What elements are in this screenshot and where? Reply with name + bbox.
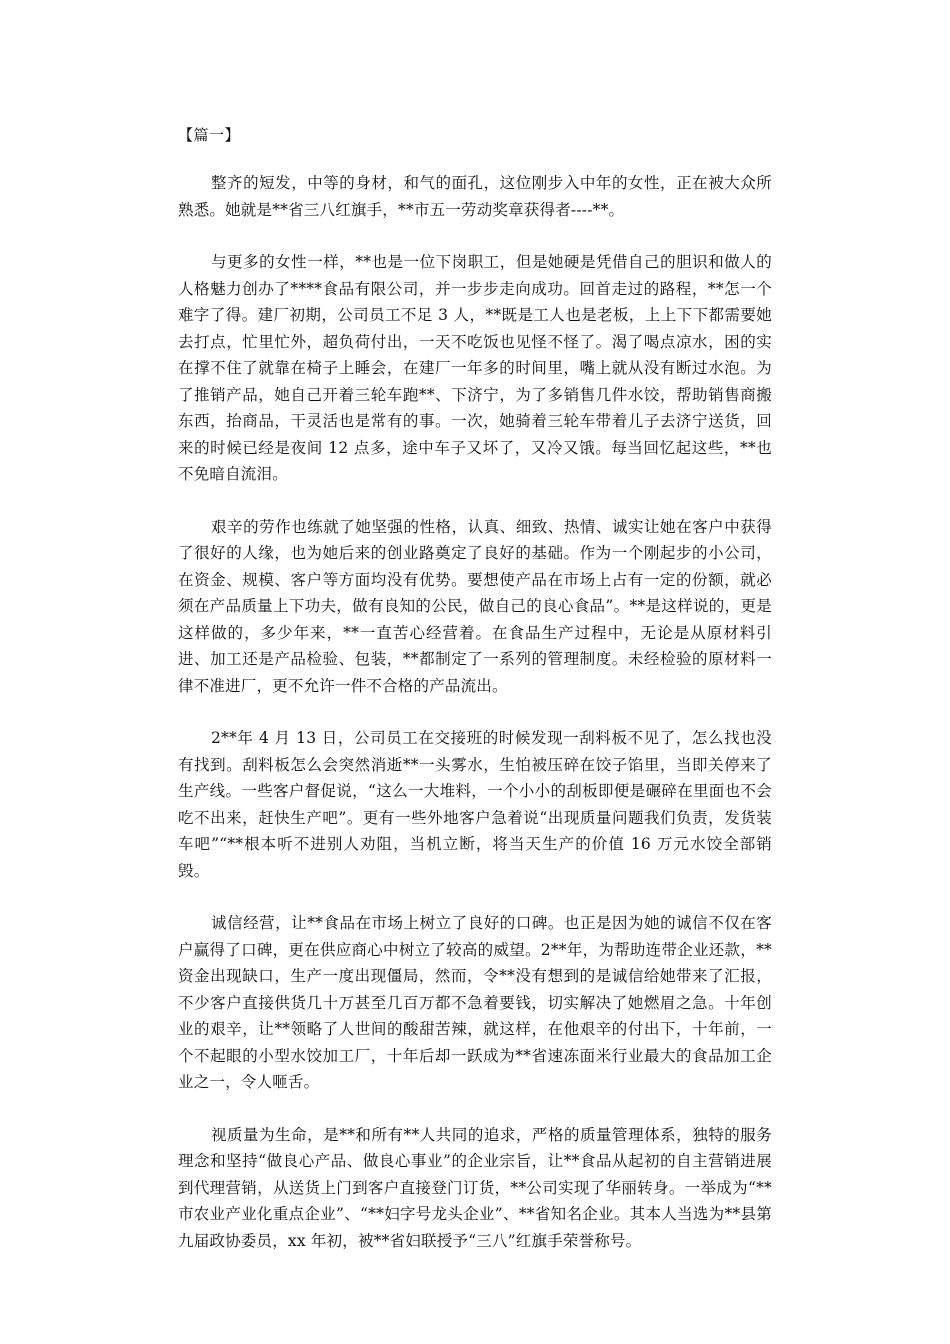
- document-page: [178, 122, 772, 1280]
- paragraph-4: 2**年 4 月 13 日，公司员工在交接班的时候发现一刮料板不见了，怎么找也没有找到。刮料板怎么会突然消逝**一头雾水，生怕被压碎在饺子馅里，当即关停来了生产线。一些客户督促说，“这么一大堆料，一个小小的刮板即便是碾碎在里面也不会吃不出来，赶快生产吧”。更有一些外地客户急着说“出现质量问题我们负责，发货装车吧”“**根本听不进别人劝阻，当机立断，将当天生产的价值 16 万元水饺全部销毁。: [178, 729, 772, 880]
- paragraph-6: 视质量为生命，是**和所有**人共同的追求，严格的质量管理体系，独特的服务理念和坚持“做良心产品、做良心事业”的企业宗旨，让**食品从起初的自主营销进展到代理营销，从送货上门到客户直接登门订货，**公司实现了华丽转身。一举成为“**市农业产业化重点企业”、“**妇字号龙头企业”、**省知名企业。其本人当选为**县第九届政协委员，xx 年初，被**省妇联授予“三八”红旗手荣誉称号。: [178, 1125, 772, 1250]
- section-heading: 【篇一】: [178, 126, 241, 144]
- paragraph-1: 整齐的短发，中等的身材，和气的面孔，这位刚步入中年的女性，正在被大众所熟悉。她就是**省三八红旗手，**市五一劳动奖章获得者----**。: [178, 174, 772, 219]
- paragraph-5: 诚信经营，让**食品在市场上树立了良好的口碑。也正是因为她的诚信不仅在客户赢得了口碑，更在供应商心中树立了较高的威望。2**年，为帮助连带企业还款，**资金出现缺口，生产一度出现僵局，然而，令**没有想到的是诚信给她带来了汇报，不少客户直接供货几十万甚至几百万都不急着要钱，切实解决了她燃眉之急。十年创业的艰辛，让**领略了人世间的酸甜苦辣，就这样，在他艰辛的付出下，十年前，一个不起眼的小型水饺加工厂，十年后却一跃成为**省速冻面米行业最大的食品加工企业之一，令人咂舌。: [178, 914, 772, 1091]
- paragraph-2: 与更多的女性一样，**也是一位下岗职工，但是她硬是凭借自己的胆识和做人的人格魅力创办了****食品有限公司，并一步步走向成功。回首走过的路程，**怎一个难字了得。建厂初期，公司员工不足 3 人，**既是工人也是老板，上上下下都需要她去打点，忙里忙外，超负荷付出，一天不吃饭也见怪不怪了。渴了喝点凉水，困的实在撑不住了就靠在椅子上睡会，在建厂一年多的时间里，嘴上就从没有断过水泡。为了推销产品，她自己开着三轮车跑**、下济宁，为了多销售几件水饺，帮助销售商搬东西，抬商品，干灵活也是常有的事。一次，她骑着三轮车带着儿子去济宁送货，回来的时候已经是夜间 12 点多，途中车子又坏了，又冷又饿。每当回忆起这些，**也不免暗自流泪。: [178, 253, 772, 483]
- paragraph-3: 艰辛的劳作也练就了她坚强的性格，认真、细致、热情、诚实让她在客户中获得了很好的人缘，也为她后来的创业路奠定了良好的基础。作为一个刚起步的小公司，在资金、规模、客户等方面均没有优势。要想使产品在市场上占有一定的份额，就必须在产品质量上下功夫，做有良知的公民，做自己的良心食品”。**是这样说的，更是这样做的，多少年来，**一直苦心经营着。在食品生产过程中，无论是从原材料引进、加工还是产品检验、包装，**都制定了一系列的管理制度。未经检验的原材料一律不准进厂，更不允许一件不合格的产品流出。: [178, 517, 772, 695]
